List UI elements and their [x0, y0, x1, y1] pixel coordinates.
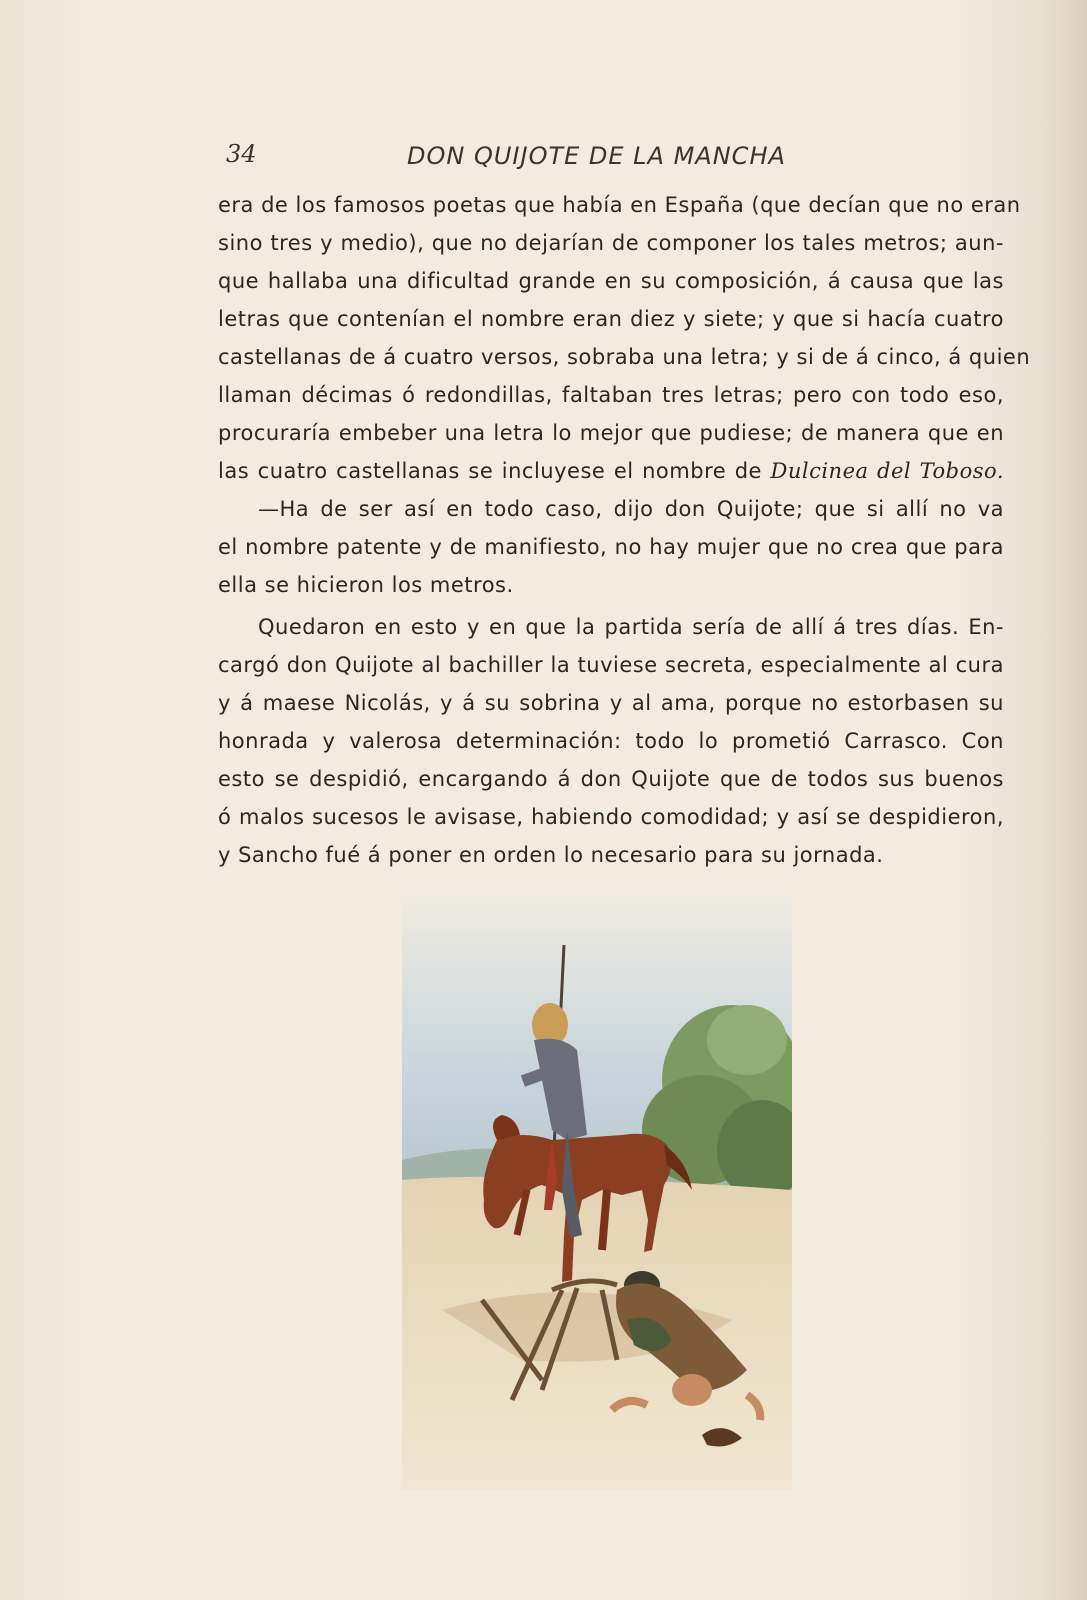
body-text	[218, 186, 1031, 874]
text-line: y á maese Nicolás, y á su sobrina y al ama, porque no estorbasen su	[218, 691, 1004, 715]
illustration-don-quijote	[402, 890, 792, 1490]
text-line: ella se hicieron los metros.	[218, 573, 514, 597]
text-line: letras que contenían el nombre eran diez y siete; y que si hacía cuatro	[218, 307, 1004, 331]
page-header	[220, 140, 990, 180]
text-line: llaman décimas ó redondillas, faltaban tres letras; pero con todo eso,	[218, 383, 1004, 407]
running-title: DON QUIJOTE DE LA MANCHA	[407, 142, 786, 170]
illustration-drawing	[402, 890, 792, 1490]
text-line: procuraría embeber una letra lo mejor que pudiese; de manera que en	[218, 421, 1004, 445]
text-line: castellanas de á cuatro versos, sobraba una letra; y si de á cinco, á quien	[218, 345, 1031, 369]
text-line: honrada y valerosa determinación: todo lo prometió Carrasco. Con	[218, 729, 1004, 753]
text-line: sino tres y medio), que no dejarían de componer los tales metros; aun-	[218, 231, 1004, 255]
text-line: —Ha de ser así en todo caso, dijo don Quijote; que si allí no va	[258, 497, 1004, 521]
text-line: que hallaba una dificultad grande en su composición, á causa que las	[218, 269, 1004, 293]
text-line: el nombre patente y de manifiesto, no hay mujer que no crea que para	[218, 535, 1004, 559]
text-line: ó malos sucesos le avisase, habiendo comodidad; y así se despidieron,	[218, 805, 1004, 829]
italic-name: Dulcinea del Toboso.	[770, 459, 1004, 483]
text-line: y Sancho fué á poner en orden lo necesario para su jornada.	[218, 843, 884, 867]
text-line: era de los famosos poetas que había en España (que decían que no eran	[218, 193, 1021, 217]
text-line: cargó don Quijote al bachiller la tuviese secreta, especialmente al cura	[218, 653, 1004, 677]
text-line: Quedaron en esto y en que la partida sería de allí á tres días. En-	[258, 615, 1004, 639]
page-number: 34	[226, 140, 257, 168]
text-line-prefix: las cuatro castellanas se incluyese el nombre de	[218, 459, 771, 483]
text-line: esto se despidió, encargando á don Quijote que de todos sus buenos	[218, 767, 1004, 791]
text-line-with-name	[218, 452, 1004, 490]
